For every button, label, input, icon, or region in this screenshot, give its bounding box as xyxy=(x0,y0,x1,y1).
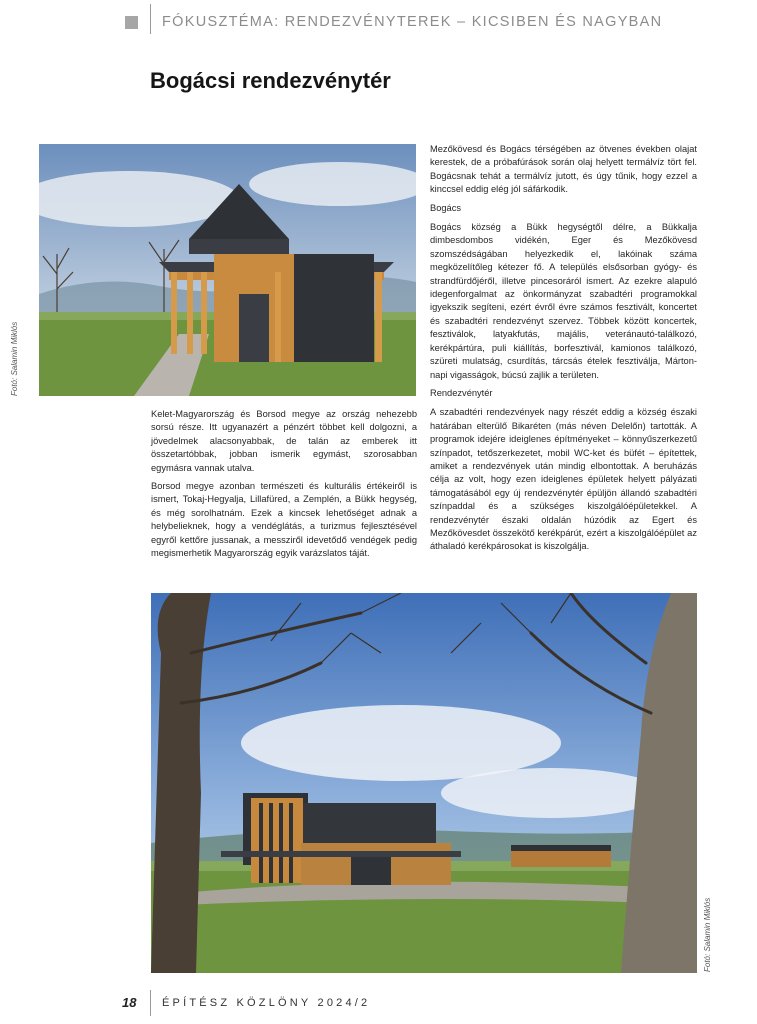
paragraph: Kelet-Magyarország és Borsod megye az ország nehezebb sorsú része. Itt ugyanazért a pénzért többet kell dolgozni, a jövedelmek alacsonyabbak, de talán az emberek itt összetartóbbak, jobban ismerik egymást, szorosabban egymásra vannak utalva. xyxy=(151,409,417,473)
publication-name: ÉPÍTÉSZ KÖZLÖNY 2024/2 xyxy=(162,997,371,1009)
paragraph: Borsod megye azonban természeti és kulturális értékeiről is ismert, Tokaj-Hegyalja, Lillafüred, a Zemplén, a Bükk hegység, és még sorolhatnám. Ezek a kincsek lehetőséget adnak a helybelieknek, hogy a vendéglátás, a turizmus fejlesztésével egyről kettőre jussanak, a messziről idevetődő vendégek pedig megismerhetik Magyarország egyik varázslatos táját. xyxy=(151,481,417,559)
header-divider xyxy=(150,4,151,34)
section-header: FÓKUSZTÉMA: RENDEZVÉNYTEREK – KICSIBEN ÉS NAGYBAN xyxy=(162,14,663,30)
right-column xyxy=(430,143,697,559)
subheading-rendezvenyter: Rendezvénytér xyxy=(430,387,493,398)
intro-paragraph: Mezőkövesd és Bogács térségében az ötvenes években olajat kerestek, de a próbafúrások során olaj helyett termálvíz tört fel. Bogácsnak tehát a termálvíz jutott, és úgy tűnik, hogy ezzel a kinccsel eddig elég jól sáfárkodik. xyxy=(430,144,697,195)
photo-credit-1: Fotó: Salamin Miklós xyxy=(10,321,19,396)
subheading-bogacs: Bogács xyxy=(430,202,462,213)
paragraph: A szabadtéri rendezvények nagy részét eddig a község északi határában elterülő Bikaréten (más néven Delelőn) tartották. A programok idejére ideiglenes építményeket – könnyűszerkezetű színpadot, tetőszerkezetet, mobil WC-ket és büfét – építettek, amiket a rendezvények után mindig elbontottak. A beruházás célja az volt, hogy ezen ideiglenes épületek helyett pályázati támogatásából egy új rendezvénytér épüljön állandó szabadtéri színpaddal és a szükséges kiszolgálóépületekkel. A rendezvénytér északi oldalán húzódik az Egert és Mezőkövesdet összekötő kerékpárút, ezért a kiszolgálóépület az áthaladó kerékpárosokat is kiszolgálja. xyxy=(430,407,697,552)
header-square-marker xyxy=(125,16,138,29)
photo-pavilion xyxy=(39,144,416,396)
paragraph: Bogács község a Bükk hegységtől délre, a Bükkalja dimbesdombos vidékén, Eger és Mezőkövesd szomszédságában helyezkedik el, lakóinak száma megközelítőleg kétezer fő. A település elsősorban gyógy- és strandfürdőjéről, illetve pincesoráról ismert. Az ezekre alapuló idegenforgalmat az önkormányzat szabadtéri programokkal igyekszik segíteni, ezért évről évre számos fesztivált, koncertet és szabadtéri rendezvényt szervez. Többek között koncertek, fesztiválok, latyakfutás, majális, veteránautó-találkozó, kerékpártúra, puli kiállítás, borfesztivál, kamionos találkozó, szüreti mulatság, csurdítás, tárcsás ételek fesztiválja, Márton-napi vigasságok, búcsú zajlik a területen. xyxy=(430,222,697,380)
article-title: Bogácsi rendezvénytér xyxy=(150,68,391,93)
photo-credit-2: Fotó: Salamin Miklós xyxy=(703,897,712,972)
left-column xyxy=(151,408,417,565)
page-number: 18 xyxy=(122,995,137,1010)
footer-divider xyxy=(150,990,151,1016)
photo-venue-trees xyxy=(151,593,697,973)
